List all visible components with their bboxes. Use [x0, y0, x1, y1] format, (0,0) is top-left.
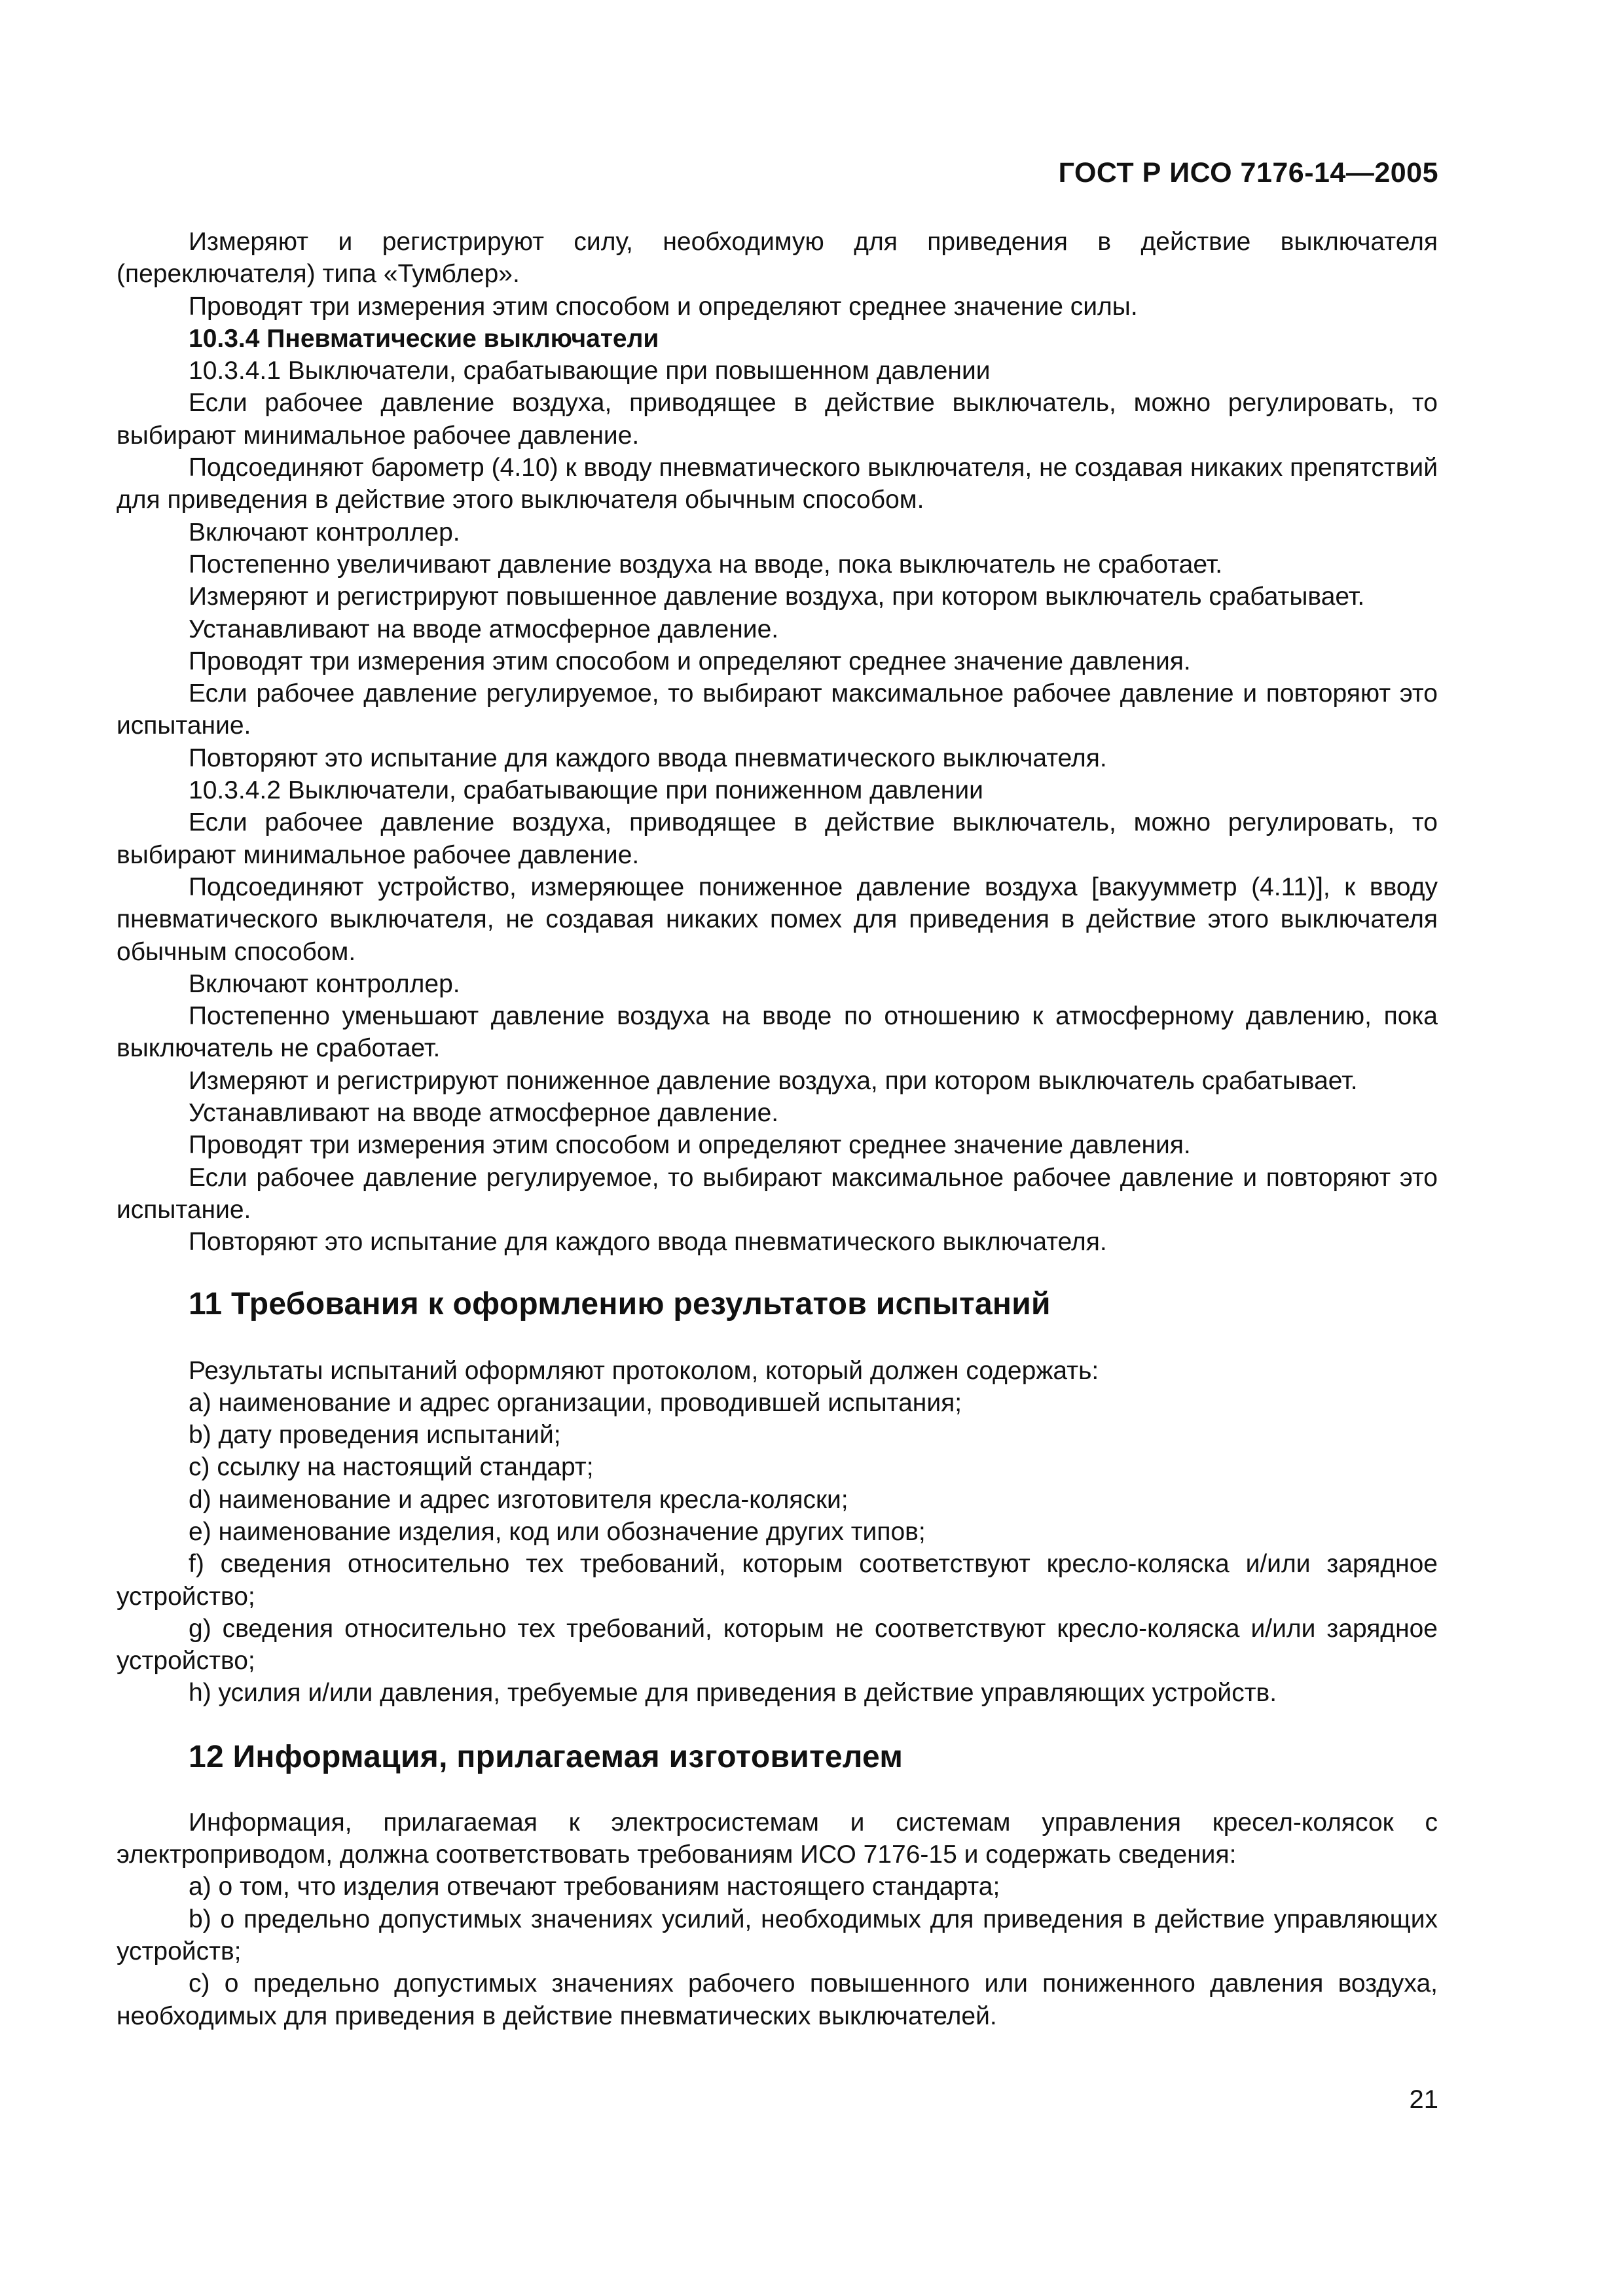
paragraph: Постепенно уменьшают давление воздуха на вводе по отношению к атмосферному давлению, пока выключатель не сработает. — [117, 1002, 1438, 1063]
list-item: f) сведения относительно тех требований, которым соответствуют кресло-коляска и/или зарядное устройство; — [117, 1550, 1438, 1611]
page-number: 21 — [1409, 2085, 1438, 2114]
paragraph: Если рабочее давление воздуха, приводящее в действие выключатель, можно регулировать, то выбирают минимальное рабочее давление. — [117, 389, 1438, 450]
paragraph: Если рабочее давление регулируемое, то выбирают максимальное рабочее давление и повторяют это испытание. — [117, 1163, 1438, 1224]
paragraph: Если рабочее давление воздуха, приводящее в действие выключатель, можно регулировать, то выбирают минимальное рабочее давление. — [117, 808, 1438, 869]
paragraph: Повторяют это испытание для каждого ввода пневматического выключателя. — [189, 1228, 1107, 1257]
subsection-heading-10-3-4-2: 10.3.4.2 Выключатели, срабатывающие при пониженном давлении — [189, 776, 983, 805]
paragraph: Проводят три измерения этим способом и определяют среднее значение силы. — [189, 292, 1138, 321]
section-12-heading: 12 Информация, прилагаемая изготовителем — [189, 1739, 903, 1774]
paragraph: Устанавливают на вводе атмосферное давление. — [189, 615, 779, 643]
paragraph: Измеряют и регистрируют пониженное давление воздуха, при котором выключатель срабатывает. — [189, 1066, 1358, 1095]
list-item: c) ссылку на настоящий стандарт; — [189, 1453, 594, 1482]
paragraph: Включают контроллер. — [189, 969, 460, 998]
list-item: g) сведения относительно тех требований, которым не соответствуют кресло-коляска и/или зарядное устройство; — [117, 1614, 1438, 1676]
paragraph: Постепенно увеличивают давление воздуха на вводе, пока выключатель не сработает. — [189, 550, 1223, 579]
list-item: e) наименование изделия, код или обозначение других типов; — [189, 1517, 926, 1546]
section-11-heading: 11 Требования к оформлению результатов испытаний — [189, 1286, 1051, 1321]
paragraph: Проводят три измерения этим способом и определяют среднее значение давления. — [189, 647, 1191, 675]
paragraph: Измеряют и регистрируют силу, необходимую для приведения в действие выключателя (переключателя) типа «Тумблер». — [117, 228, 1438, 289]
list-item: b) дату проведения испытаний; — [189, 1421, 561, 1450]
subsection-heading-10-3-4: 10.3.4 Пневматические выключатели — [189, 324, 659, 353]
list-item: d) наименование и адрес изготовителя кресла-коляски; — [189, 1485, 848, 1514]
list-item: c) о предельно допустимых значениях рабочего повышенного или пониженного давления воздуха, необходимых для приведения в действие пневматических выключателей. — [117, 1969, 1438, 2030]
list-item: b) о предельно допустимых значениях усилий, необходимых для приведения в действие управляющих устройств; — [117, 1905, 1438, 1965]
paragraph: Подсоединяют барометр (4.10) к вводу пневматического выключателя, не создавая никаких препятствий для приведения в действие этого выключателя обычным способом. — [117, 454, 1438, 514]
paragraph: Подсоединяют устройство, измеряющее пониженное давление воздуха [вакуумметр (4.11)], к вводу пневматического выключателя, не создавая никаких помех для приведения в действие этого выключателя обычным способом. — [117, 872, 1438, 966]
subsection-heading-10-3-4-1: 10.3.4.1 Выключатели, срабатывающие при повышенном давлении — [189, 357, 991, 386]
section-12-intro: Информация, прилагаемая к электросистемам и системам управления кресел-колясок с электроприводом, должна соответствовать требованиям ИСО 7176-15 и содержать сведения: — [117, 1808, 1438, 1869]
page-body — [117, 226, 1438, 2032]
paragraph: Устанавливают на вводе атмосферное давление. — [189, 1099, 779, 1128]
section-11-intro: Результаты испытаний оформляют протоколом, который должен содержать: — [189, 1356, 1099, 1385]
paragraph: Повторяют это испытание для каждого ввода пневматического выключателя. — [189, 744, 1107, 772]
paragraph: Проводят три измерения этим способом и определяют среднее значение давления. — [189, 1131, 1191, 1160]
paragraph: Измеряют и регистрируют повышенное давление воздуха, при котором выключатель срабатывает. — [189, 583, 1365, 611]
list-item: a) наименование и адрес организации, проводившей испытания; — [189, 1388, 962, 1417]
list-item: a) о том, что изделия отвечают требованиям настоящего стандарта; — [189, 1873, 1000, 1901]
list-item: h) усилия и/или давления, требуемые для приведения в действие управляющих устройств. — [189, 1679, 1277, 1708]
paragraph: Если рабочее давление регулируемое, то выбирают максимальное рабочее давление и повторяют это испытание. — [117, 679, 1438, 740]
paragraph: Включают контроллер. — [189, 518, 460, 547]
document-code-header: ГОСТ Р ИСО 7176-14—2005 — [1058, 157, 1438, 188]
